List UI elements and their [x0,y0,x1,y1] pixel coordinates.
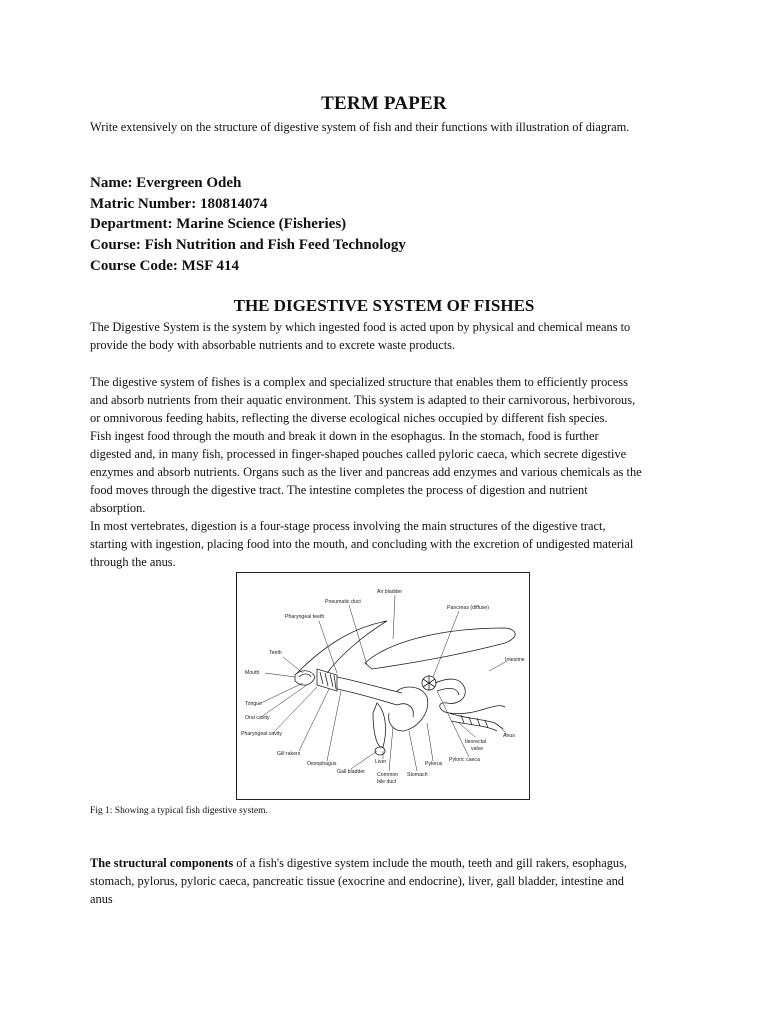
course-code: Course Code: MSF 414 [90,257,240,274]
label-pneumatic-duct: Pneumatic duct [325,599,361,605]
page-title: TERM PAPER [321,93,447,114]
stomach-shape [389,687,428,731]
student-details [90,173,406,277]
label-oesophagus: Oesophagus [307,761,337,767]
mouth-shape [295,671,315,685]
paragraph-line: through the anus. [90,555,176,569]
label-liver: Liver [375,759,387,765]
paragraph-components [90,854,690,908]
student-name: Name: Evergreen Odeh [90,175,242,191]
label-mouth: Mouth [245,670,260,676]
assignment-prompt: Write extensively on the structure of digestive system of fish and their functions with illustration of diagram. [90,120,630,134]
label-pharyngeal-cavity: Pharyngeal cavity [241,731,282,737]
paragraph-line: Fish ingest food through the mouth and break it down in the esophagus. In the stomach, food is further [90,429,599,443]
label-ileorectal-valve: Ileorectal [465,739,487,745]
paragraph-definition [90,318,690,354]
rectum-shape [449,713,503,729]
air-bladder-shape [365,628,515,669]
paragraph-line: starting with ingestion, placing food into the mouth, and concluding with the excretion of undigested material [90,537,634,551]
paragraph-line: anus [90,892,113,906]
paragraph-line: enzymes and absorb nutrients. Organs such as the liver and pancreas add enzymes and various chemicals as the [90,465,642,479]
label-tongue: Tongue [245,701,263,707]
digestive-system-diagram [237,573,531,801]
gall-bladder-shape [375,747,385,755]
label-air-bladder: Air bladder [377,589,403,595]
label-pylorus: Pylorus [425,761,443,767]
paragraph-line: The Digestive System is the system by which ingested food is acted upon by physical and chemical means to [90,320,631,334]
paragraph-line [90,854,690,872]
paragraph-line: digested and, in many fish, processed in finger-shaped pouches called pyloric caeca, which secrete digestive [90,447,627,461]
paragraph-line: stomach, pylorus, pyloric caeca, pancreatic tissue (exocrine and endocrine), liver, gall bladder, intestine and [90,874,625,888]
label-ileorectal-valve-2: valve [471,746,484,752]
label-pharyngeal-teeth: Pharyngeal teeth [285,614,325,620]
paragraph-stages [90,517,690,571]
paragraph-line: absorption. [90,501,146,515]
paragraph-line: The digestive system of fishes is a complex and specialized structure that enables them to efficiently process [90,375,628,389]
label-teeth: Teeth [269,650,282,656]
digestive-system-figure [236,572,530,800]
label-gall-bladder: Gall bladder [337,769,365,775]
label-anus: Anus [503,733,515,739]
section-heading: THE DIGESTIVE SYSTEM OF FISHES [233,296,535,315]
liver-shape [373,703,385,747]
bold-phrase: The structural components [90,856,234,870]
paragraph-text: of a fish's digestive system include the mouth, teeth and gill rakers, esophagus, [233,856,628,870]
label-oral-cavity: Oral cavity [245,715,270,721]
paragraph-overview [90,373,690,517]
label-common-bile-duct-2: bile duct [377,779,397,785]
course: Course: Fish Nutrition and Fish Feed Technology [90,237,406,254]
paragraph-line: and absorb nutrients from their aquatic environment. This system is adapted to their carnivorous, herbivorous, [90,393,636,407]
label-intestine: Intestine [505,657,525,663]
paragraph-line: In most vertebrates, digestion is a four-stage process involving the main structures of the digestive tract, [90,519,606,533]
label-stomach: Stomach [407,772,428,778]
label-pyloric-caeca: Pyloric caeca [449,757,480,763]
label-pancreas: Pancreas (diffuse) [447,605,490,611]
oesophagus-shape [337,677,402,693]
paragraph-line: provide the body with absorbable nutrients and to excrete waste products. [90,338,456,352]
label-common-bile-duct: Common [377,772,399,778]
department: Department: Marine Science (Fisheries) [90,216,347,233]
figure-caption: Fig 1: Showing a typical fish digestive system. [90,806,268,816]
paragraph-line: food moves through the digestive tract. The intestine completes the process of digestion and nutrient [90,483,588,497]
label-gill-rakers: Gill rakers [277,751,301,757]
matric-number: Matric Number: 180814074 [90,195,268,212]
body-outline-shape [297,621,387,673]
paragraph-line: or omnivorous feeding habits, reflecting the diverse ecological niches occupied by different fish species. [90,411,608,425]
